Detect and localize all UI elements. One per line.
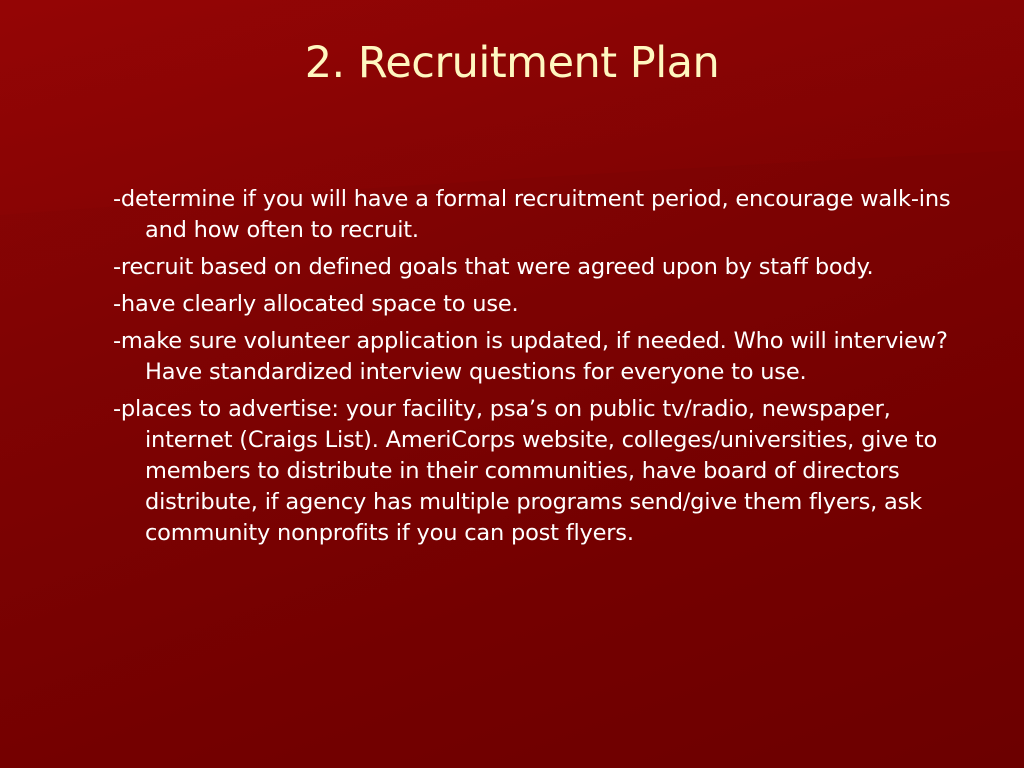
- bullet-item: -determine if you will have a formal recruitment period, encourage walk-ins and how often to recruit.: [113, 186, 951, 243]
- bullet-item: -recruit based on defined goals that were agreed upon by staff body.: [113, 254, 874, 280]
- slide-title: 2. Recruitment Plan: [304, 38, 720, 88]
- bullet-item: -have clearly allocated space to use.: [113, 291, 519, 317]
- bullet-item: -places to advertise: your facility, psa’s on public tv/radio, newspaper, internet (Craigs List). AmeriCorps website, colleges/universities, give to members to distribute in their communities, have board of directors distribute, if agency has multiple programs send/give them flyers, ask community nonprofits if you can post flyers.: [113, 396, 938, 546]
- bullet-item: -make sure volunteer application is updated, if needed. Who will interview? Have standardized interview questions for everyone to use.: [113, 328, 948, 385]
- bullet-list: [113, 184, 973, 555]
